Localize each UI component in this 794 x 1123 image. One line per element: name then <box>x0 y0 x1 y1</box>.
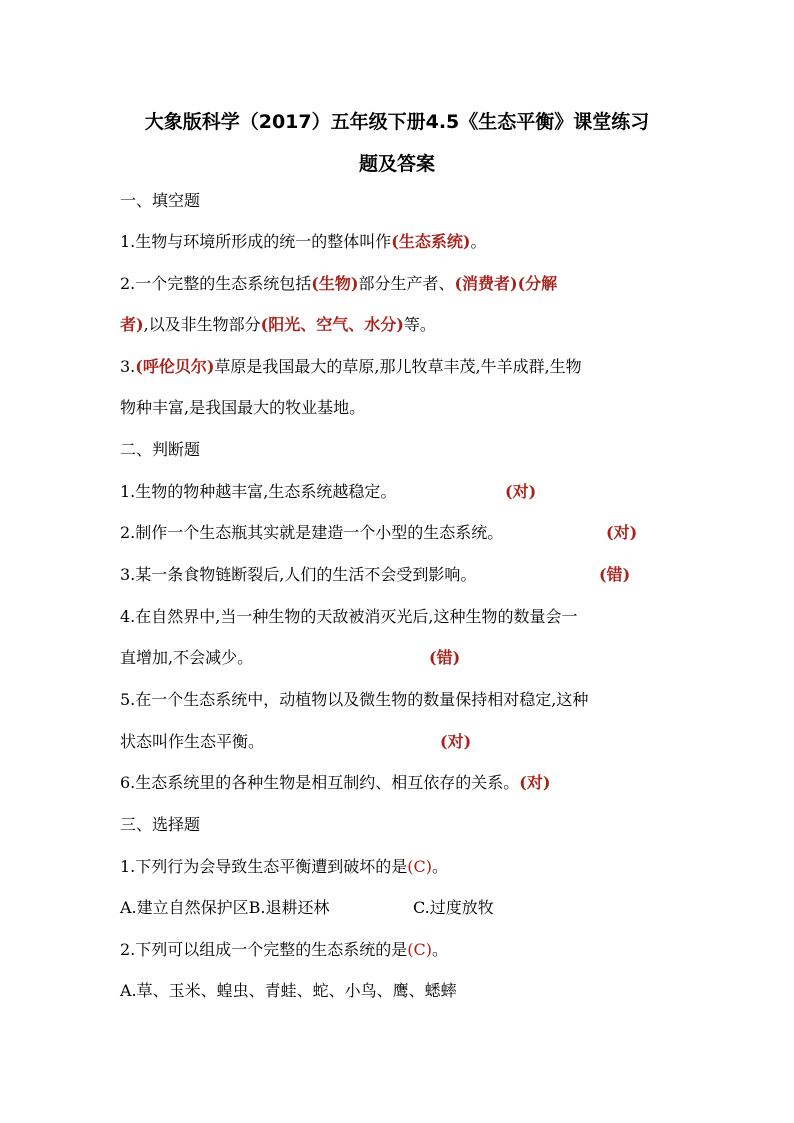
page-title: 大象版科学（2017）五年级下册4.5《生态平衡》课堂练习 <box>144 111 650 133</box>
answer: (分解 <box>517 274 558 293</box>
section-heading-fill: 一、填空题 <box>120 191 201 210</box>
choice-question-2-option-a: A.草、玉米、蝗虫、青蛙、蛇、小鸟、鹰、蟋蟀 <box>120 981 457 1000</box>
judge-question-5-continued: 状态叫作生态平衡。 <box>120 732 265 751</box>
answer: (阳光、空气、水分) <box>260 315 404 334</box>
page-title-continued: 题及答案 <box>358 153 435 175</box>
fill-question-2: 2.一个完整的生态系统包括(生物)部分生产者、(消费者)(分解 <box>120 274 558 293</box>
answer: 者) <box>120 315 144 334</box>
choice-question-1: 1.下列行为会导致生态平衡遭到破坏的是(C)。 <box>120 857 449 876</box>
judge-question-3: 3.某一条食物链断裂后,人们的生活不会受到影响。 <box>120 565 477 584</box>
judge-question-2: 2.制作一个生态瓶其实就是建造一个小型的生态系统。 <box>120 523 504 542</box>
judge-question-1: 1.生物的物种越丰富,生态系统越稳定。 <box>120 482 397 501</box>
answer: (消费者) <box>454 274 518 293</box>
judge-question-4: 4.在自然界中,当一种生物的天敌被消灭光后,这种生物的数量会一 <box>120 607 578 626</box>
answer: (C) <box>407 940 433 959</box>
judge-answer-3: (错) <box>599 565 631 584</box>
answer: (呼伦贝尔) <box>135 357 215 376</box>
choice-question-1-option-c: C.过度放牧 <box>413 898 494 917</box>
answer: (C) <box>407 857 433 876</box>
section-heading-choice: 三、选择题 <box>120 815 201 834</box>
judge-answer-4: (错) <box>429 648 461 667</box>
choice-question-1-options: A.建立自然保护区B.退耕还林 <box>120 898 330 917</box>
judge-answer-5: (对) <box>440 732 472 751</box>
fill-question-3: 3.(呼伦贝尔)草原是我国最大的草原,那儿牧草丰茂,牛羊成群,生物 <box>120 357 582 376</box>
judge-answer-2: (对) <box>606 523 638 542</box>
fill-question-3-continued: 物种丰富,是我国最大的牧业基地。 <box>120 398 366 417</box>
judge-question-4-continued: 直增加,不会减少。 <box>120 648 254 667</box>
answer: (生态系统) <box>391 232 471 251</box>
judge-answer-1: (对) <box>505 482 537 501</box>
section-heading-judge: 二、判断题 <box>120 440 201 459</box>
answer: (生物) <box>311 274 359 293</box>
fill-question-1: 1.生物与环境所形成的统一的整体叫作(生态系统)。 <box>120 232 487 251</box>
answer: (对) <box>519 773 551 792</box>
fill-question-2-continued: 者),以及非生物部分(阳光、空气、水分)等。 <box>120 315 436 334</box>
choice-question-2: 2.下列可以组成一个完整的生态系统的是(C)。 <box>120 940 449 959</box>
judge-question-5: 5.在一个生态系统中，动植物以及微生物的数量保持相对稳定,这种 <box>120 690 589 709</box>
judge-question-6: 6.生态系统里的各种生物是相互制约、相互依存的关系。(对) <box>120 773 551 792</box>
